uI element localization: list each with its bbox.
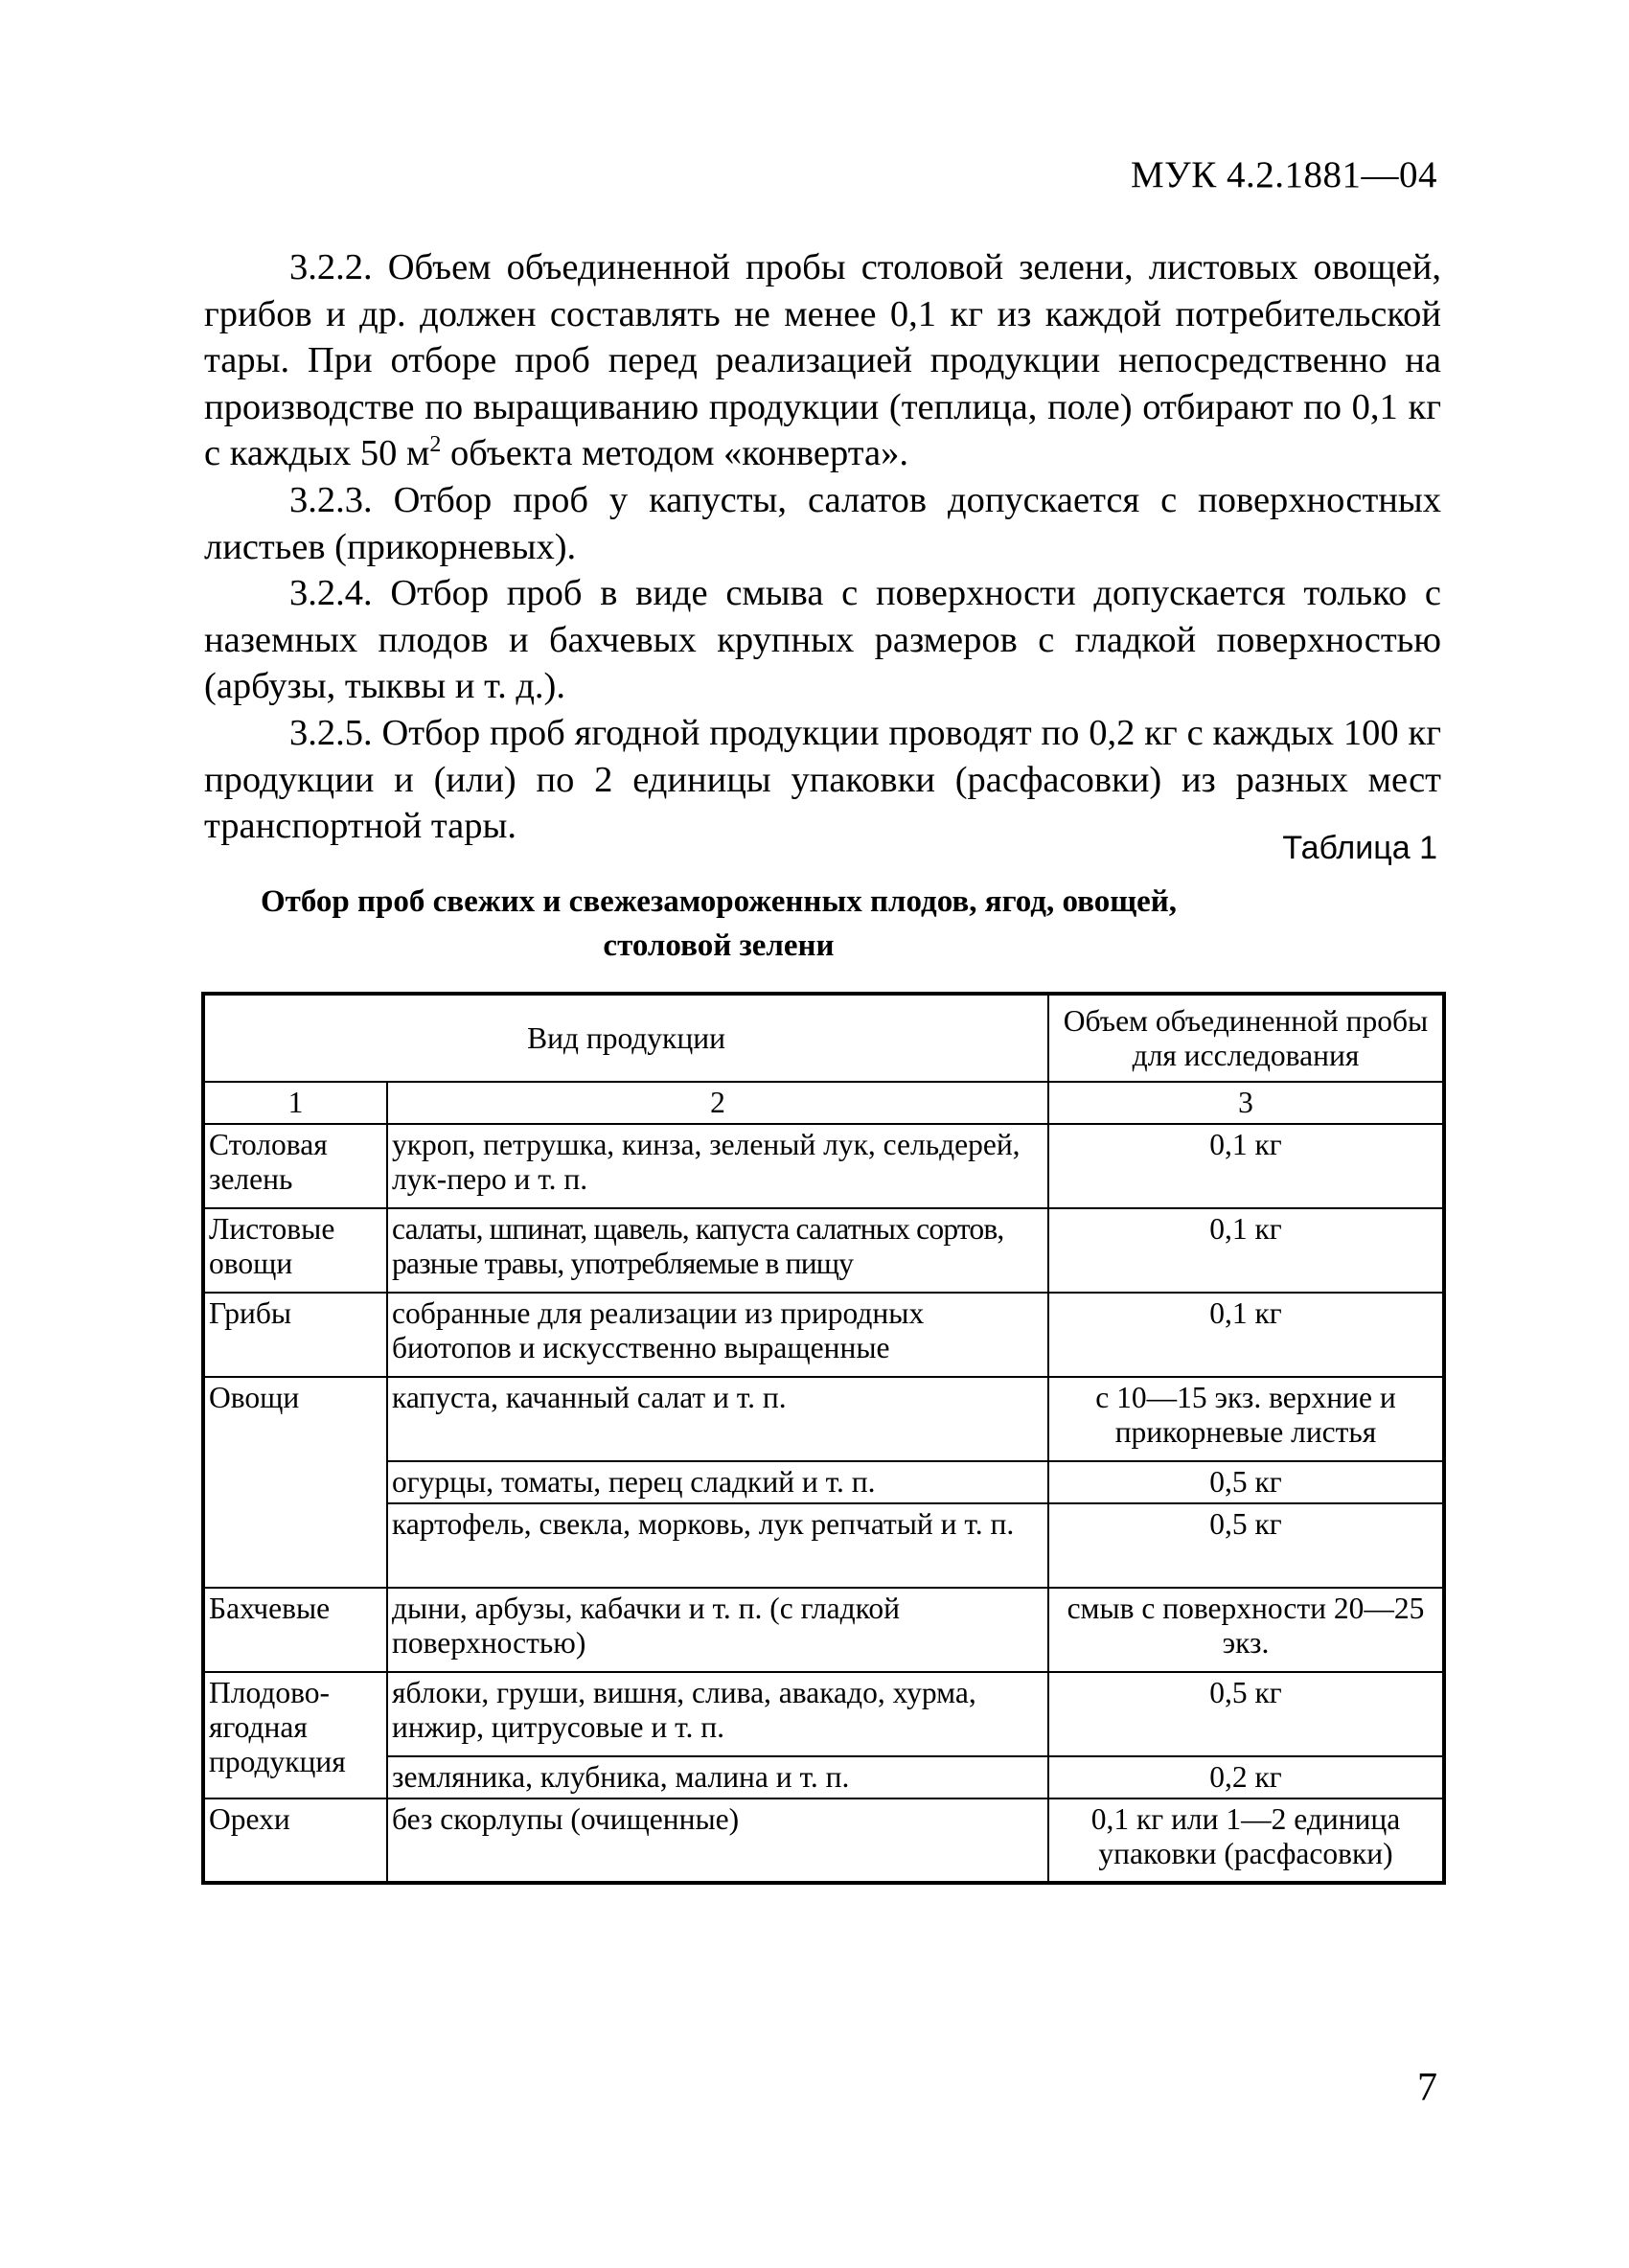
category-cell: Столовая зелень	[203, 1124, 387, 1208]
paragraph-3-2-2: 3.2.2. Объем объединенной пробы столовой зелени, листовых овощей, грибов и др. должен составлять не менее 0,1 кг из каждой потребительской тары. При отборе проб перед реализацией продукции непосредственно на производстве по выращиванию продукции (теплица, поле) отбирают по 0,1 кг с каждых 50 $м^2$ объекта методом «конверта».	[204, 247, 1441, 474]
document-code: МУК 4.2.1881—04	[1130, 154, 1437, 195]
paragraph-3-2-4: 3.2.4. Отбор проб в виде смыва с поверхности допускается только с наземных плодов и бахчевых крупных размеров с гладкой поверхностью (арбузы, тыквы и т. д.).	[204, 573, 1441, 707]
table-header-row	[203, 994, 1444, 1082]
volume-cell: с 10—15 экз. верхние и прикорневые листья	[1048, 1377, 1444, 1461]
volume-cell: 0,5 кг	[1048, 1503, 1444, 1588]
table-row	[203, 1798, 1444, 1883]
volume-cell: 0,1 кг	[1048, 1124, 1444, 1208]
volume-cell: смыв с поверхности 20—25 экз.	[1048, 1588, 1444, 1672]
category-cell: Овощи	[203, 1377, 387, 1588]
table-title-line-2: столовой зелени	[603, 928, 835, 963]
category-cell: Орехи	[203, 1798, 387, 1883]
category-cell: Грибы	[203, 1293, 387, 1377]
table-row	[203, 1672, 1444, 1756]
items-cell: капуста, качанный салат и т. п.	[387, 1377, 1048, 1461]
paragraph-3-2-3: 3.2.3. Отбор проб у капусты, салатов допускается с поверхностных листьев (прикорневых).	[204, 479, 1441, 567]
category-cell: Бахчевые	[203, 1588, 387, 1672]
volume-cell: 0,1 кг	[1048, 1293, 1444, 1377]
items-cell: огурцы, томаты, перец сладкий и т. п.	[387, 1461, 1048, 1503]
table-label: Таблица 1	[1282, 830, 1437, 866]
category-cell: Листовые овощи	[203, 1208, 387, 1293]
volume-cell: 0,2 кг	[1048, 1756, 1444, 1798]
sampling-table	[201, 992, 1446, 1885]
table-row	[203, 1377, 1444, 1461]
items-cell: собранные для реализации из природных биотопов и искусственно выращенные	[387, 1293, 1048, 1377]
table-row	[203, 1503, 1444, 1588]
category-cell: Плодово-ягодная продукция	[203, 1672, 387, 1798]
body-text	[204, 244, 1441, 850]
table-row	[203, 1756, 1444, 1798]
column-number: 1	[203, 1082, 387, 1124]
table-row	[203, 1588, 1444, 1672]
items-cell: яблоки, груши, вишня, слива, авакадо, хурма, инжир, цитрусовые и т. п.	[387, 1672, 1048, 1756]
volume-cell: 0,1 кг или 1—2 единица упаковки (расфасовки)	[1048, 1798, 1444, 1883]
table-row	[203, 1293, 1444, 1377]
items-cell: дыни, арбузы, кабачки и т. п. (с гладкой поверхностью)	[387, 1588, 1048, 1672]
items-cell: укроп, петрушка, кинза, зеленый лук, сельдерей, лук-перо и т. п.	[387, 1124, 1048, 1208]
table-row	[203, 1208, 1444, 1293]
items-cell: земляника, клубника, малина и т. п.	[387, 1756, 1048, 1798]
items-cell: картофель, свекла, морковь, лук репчатый и т. п.	[387, 1503, 1048, 1588]
table-row	[203, 1461, 1444, 1503]
header-sample-volume: Объем объединенной пробы для исследования	[1048, 994, 1444, 1082]
items-cell: без скорлупы (очищенные)	[387, 1798, 1048, 1883]
header-product-type: Вид продукции	[203, 994, 1048, 1082]
table-row	[203, 1124, 1444, 1208]
table-title	[220, 880, 1217, 968]
paragraph-3-2-5: 3.2.5. Отбор проб ягодной продукции проводят по 0,2 кг с каждых 100 кг продукции и (или) по 2 единицы упаковки (расфасовки) из разных мест транспортной тары.	[204, 712, 1441, 847]
volume-cell: 0,1 кг	[1048, 1208, 1444, 1293]
volume-cell: 0,5 кг	[1048, 1461, 1444, 1503]
column-number: 3	[1048, 1082, 1444, 1124]
items-cell: салаты, шпинат, щавель, капуста салатных сортов, разные травы, употребляемые в пищу	[387, 1208, 1048, 1293]
page-number: 7	[1417, 2066, 1437, 2110]
table-title-line-1: Отбор проб свежих и свежезамороженных плодов, ягод, овощей,	[260, 884, 1178, 919]
column-number-row	[203, 1082, 1444, 1124]
volume-cell: 0,5 кг	[1048, 1672, 1444, 1756]
column-number: 2	[387, 1082, 1048, 1124]
